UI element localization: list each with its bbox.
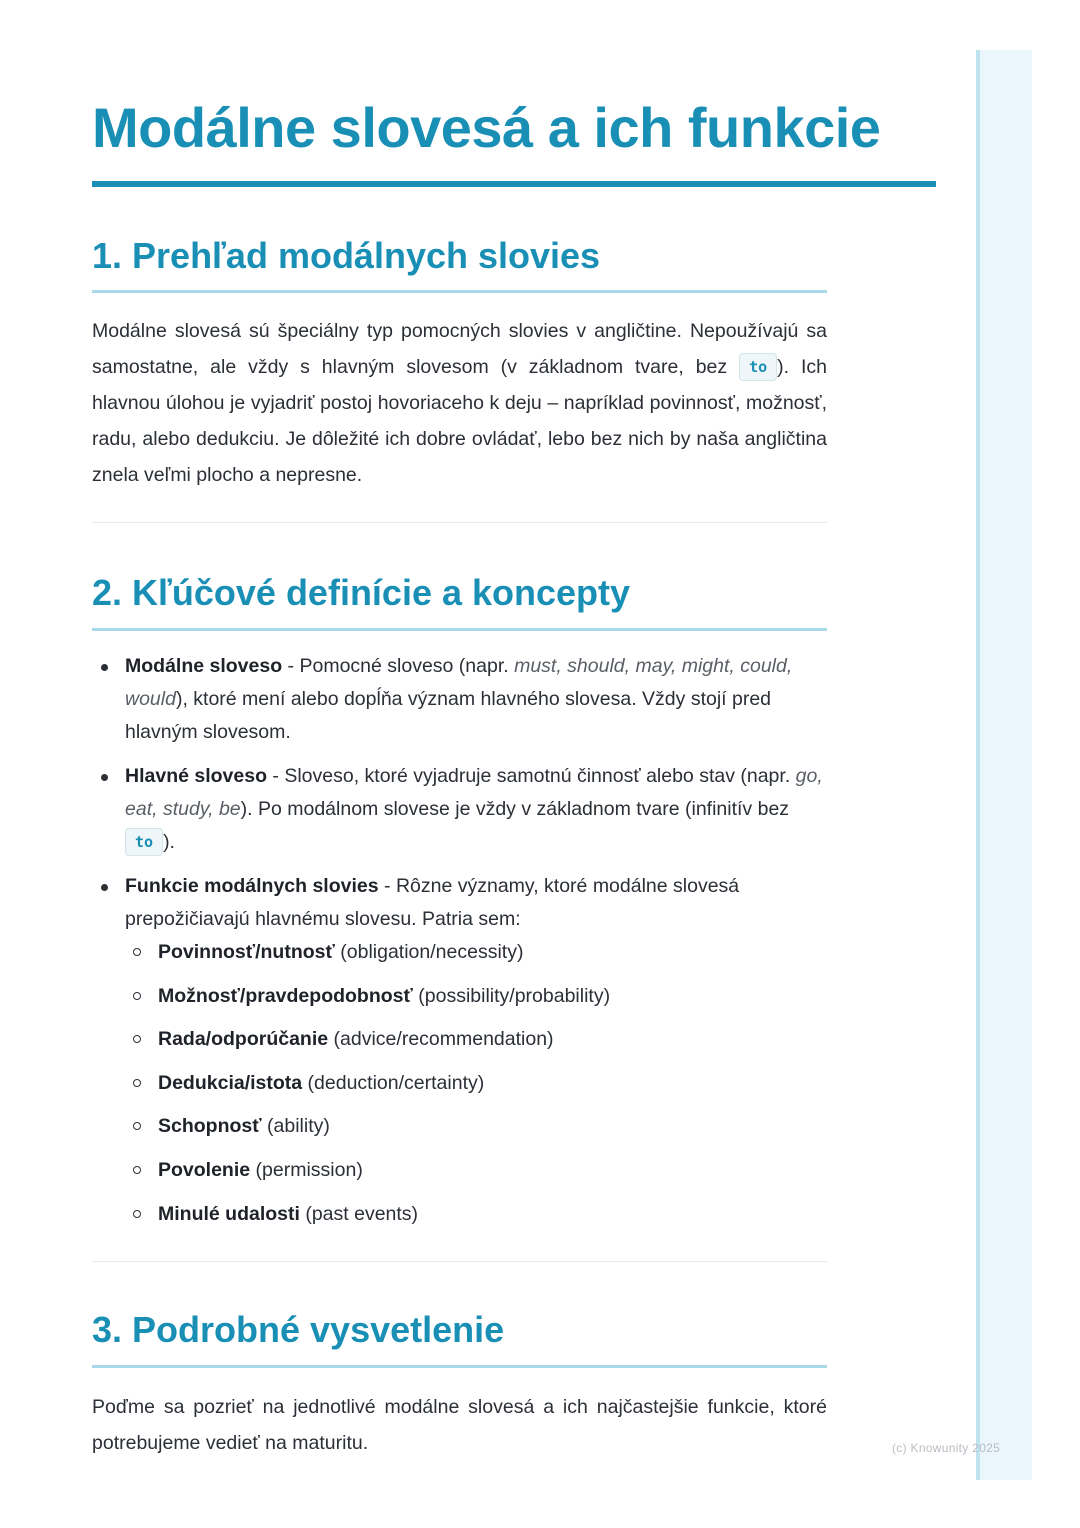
heading-rule — [92, 628, 827, 631]
function-gloss: (obligation/necessity) — [334, 941, 524, 963]
sublist-item — [125, 1110, 827, 1143]
definitions-list — [92, 650, 827, 1242]
explanation-paragraph: Poďme sa pozrieť na jednotlivé modálne slovesá a ich najčastejšie funkcie, ktoré potrebujeme vedieť na maturitu. — [92, 1396, 827, 1454]
sidebar-stripe — [976, 50, 1032, 1480]
paragraph-text: ). Ich hlavnou úlohou je vyjadriť postoj hovoriaceho k deju – napríklad povinnosť, možnosť, radu, alebo dedukciu. Je dôležité ich dobre ovládať, lebo bez nich by naša angličtina znela veľmi plocho a nepresne. — [92, 356, 827, 486]
definition-term: Hlavné sloveso — [125, 765, 267, 787]
title-rule — [92, 181, 936, 187]
function-gloss: (possibility/probability) — [412, 984, 611, 1007]
heading-rule — [92, 290, 827, 293]
term-separator: - — [266, 765, 285, 787]
section-heading-explanation: 3. Podrobné vysvetlenie — [92, 1309, 505, 1350]
inline-code: to — [739, 353, 777, 381]
section-divider — [92, 522, 827, 523]
function-term: Schopnosť — [158, 1115, 262, 1138]
list-item — [92, 650, 827, 749]
definition-text: Rôzne významy, ktoré modálne slovesá prepožičiavajú hlavnému slovesu. Patria sem: — [125, 875, 740, 930]
sublist-item — [125, 936, 827, 969]
sublist-item — [125, 1154, 827, 1187]
sublist-item — [125, 1067, 827, 1100]
definition-text: ), ktoré mení alebo dopĺňa význam hlavného slovesa. Vždy stojí pred hlavným slovesom. — [125, 688, 772, 743]
function-term: Možnosť/pravdepodobnosť — [158, 984, 413, 1007]
function-term: Povinnosť/nutnosť — [158, 941, 335, 963]
function-gloss: (ability) — [261, 1115, 330, 1138]
function-term: Dedukcia/istota — [158, 1071, 303, 1094]
page-title: Modálne slovesá a ich funkcie — [92, 96, 881, 159]
section-divider — [92, 1261, 827, 1262]
definition-examples: go, eat, study, be — [125, 765, 823, 820]
definition-examples: must, should, may, might, could, would — [125, 655, 793, 710]
section-heading-overview: 1. Prehľad modálnych slovies — [92, 235, 601, 276]
definition-text: ). — [163, 831, 175, 853]
function-term: Minulé udalosti — [158, 1202, 300, 1225]
definition-text: ). Po modálnom slovese je vždy v základnom tvare (infinitív bez — [240, 798, 790, 820]
function-gloss: (advice/recommendation) — [328, 1028, 554, 1051]
sublist-item — [125, 1023, 827, 1056]
definition-text: Pomocné sloveso (napr. — [299, 655, 515, 677]
term-separator: - — [282, 655, 300, 677]
watermark: (c) Knowunity 2025 — [892, 1441, 1001, 1455]
definition-term: Funkcie modálnych slovies — [125, 875, 379, 897]
functions-sublist — [125, 936, 827, 1231]
list-item — [92, 870, 827, 1231]
sublist-item — [125, 1198, 827, 1231]
heading-rule — [92, 1365, 827, 1368]
function-gloss: (deduction/certainty) — [302, 1071, 485, 1094]
function-gloss: (permission) — [250, 1158, 363, 1181]
definition-term: Modálne sloveso — [125, 655, 283, 677]
inline-code: to — [125, 828, 163, 856]
term-separator: - — [378, 875, 396, 897]
paragraph-text: Modálne slovesá sú špeciálny typ pomocných slovies v angličtine. Nepoužívajú sa samostatne, ale vždy s hlavným slovesom (v základnom tvare, bez — [92, 320, 827, 378]
function-term: Rada/odporúčanie — [158, 1028, 329, 1051]
function-gloss: (past events) — [299, 1202, 419, 1225]
definition-text: Sloveso, ktoré vyjadruje samotnú činnosť alebo stav (napr. — [284, 765, 796, 787]
function-term: Povolenie — [158, 1158, 251, 1181]
overview-paragraph — [92, 313, 827, 493]
list-item — [92, 760, 827, 859]
section-heading-definitions: 2. Kľúčové definície a koncepty — [92, 572, 631, 613]
sublist-item — [125, 980, 827, 1013]
